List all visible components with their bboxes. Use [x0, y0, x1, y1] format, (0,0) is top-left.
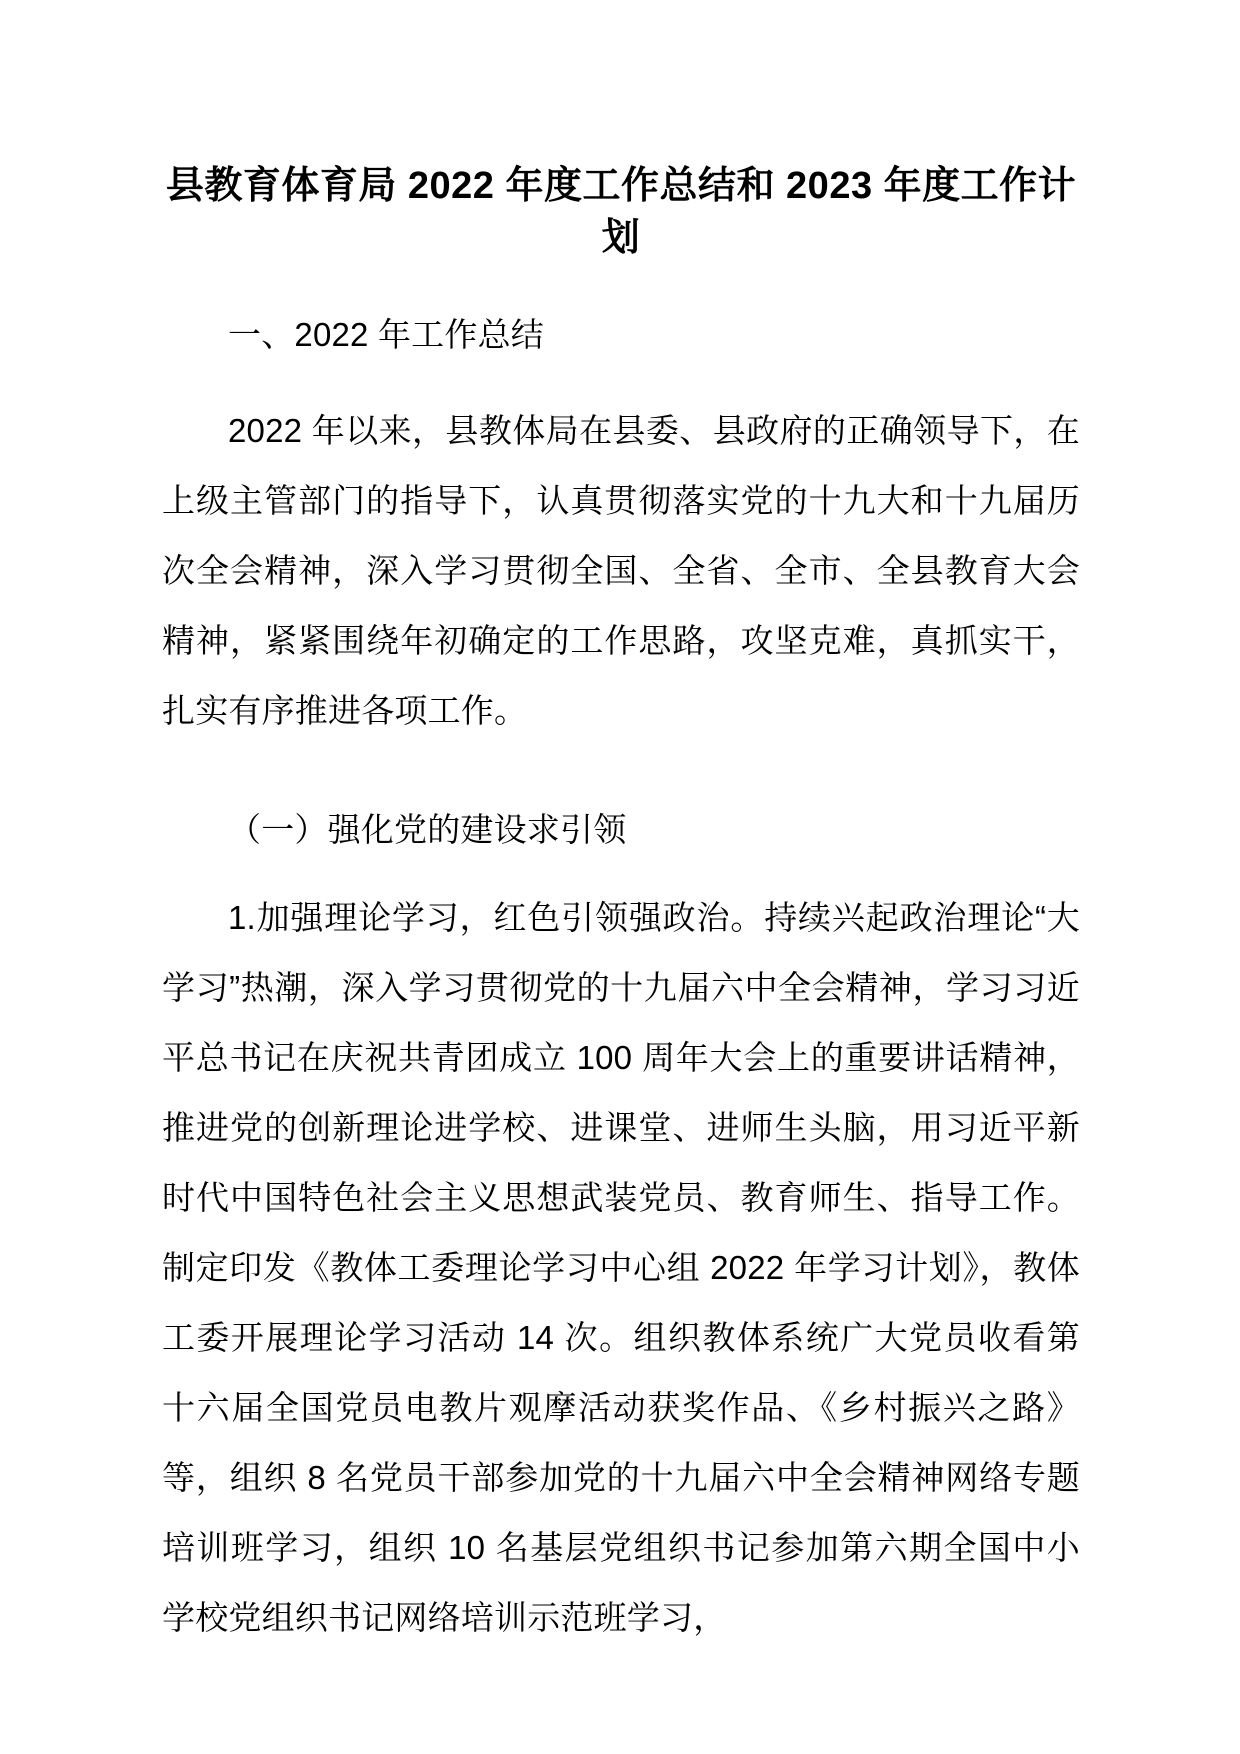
- section-heading-2022-work-summary: 一、2022 年工作总结: [228, 316, 544, 353]
- document-title: 县教育体育局 2022 年度工作总结和 2023 年度工作计划: [165, 165, 1077, 259]
- paragraph-overview: 2022 年以来，县教体局在县委、县政府的正确领导下，在上级主管部门的指导下，认真贯彻落实党的十九大和十九届历次全会精神，深入学习贯彻全国、全省、全市、全县教育大会精神，紧紧围绕年初确定的工作思路，攻坚克难，真抓实干，扎实有序推进各项工作。: [162, 412, 1080, 729]
- paragraph-theory-study: 1.加强理论学习，红色引领强政治。持续兴起政治理论“大学习”热潮，深入学习贯彻党的十九届六中全会精神，学习习近平总书记在庆祝共青团成立 100 周年大会上的重要讲话精神，推进党的创新理论进学校、进课堂、进师生头脑，用习近平新时代中国特色社会主义思想武装党员、教育师生、指导工作。制定印发《教体工委理论学习中心组 2022 年学习计划》，教体工委开展理论学习活动 14 次。组织教体系统广大党员收看第十六届全国党员电教片观摩活动获奖作品、《乡村振兴之路》等，组织 8 名党员干部参加党的十九届六中全会精神网络专题培训班学习，组织 10 名基层党组织书记参加第六期全国中小学校党组织书记网络培训示范班学习，: [162, 899, 1080, 1636]
- subsection-heading-party-building: （一）强化党的建设求引领: [228, 811, 627, 848]
